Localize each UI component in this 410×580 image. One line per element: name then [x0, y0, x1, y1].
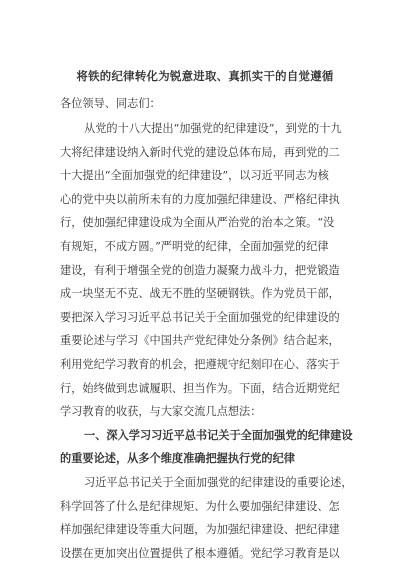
paragraph-line: 学习教育的收获，与大家交流几点想法：: [60, 405, 262, 419]
paragraph-line: 设摆在更加突出位置提供了根本遵循。党纪学习教育是以: [60, 546, 340, 560]
paragraph-line: 有规矩，不成方圆。”严明党的纪律，全面加强党的纪律: [60, 239, 329, 253]
section-heading-1: [60, 424, 353, 471]
paragraph-line: 心的党中央以前所未有的力度加强纪律建设、严格纪律执: [60, 192, 340, 206]
greeting: 各位领导、同志们：: [60, 97, 161, 110]
paragraph-line: 行，使加强纪律建设成为全面从严治党的治本之策。“没: [60, 216, 335, 230]
paragraph-line: 行，始终做到忠诚履职、担当作为。下面，结合近期党纪: [60, 381, 340, 395]
heading-line: 的重要论述，从多个维度准确把握执行党的纪律: [60, 451, 295, 466]
paragraph-line: 成一块坚无不克、战无不胜的坚硬钢铁。作为党员干部，: [60, 287, 340, 301]
paragraph-line: 利用党纪学习教育的机会，把遵规守纪刻印在心、落实于: [60, 357, 340, 371]
paragraph-line: 要把深入学习习近平总书记关于全面加强党的纪律建设的: [60, 310, 340, 324]
paragraph-line: 习近平总书记关于全面加强党的纪律建设的重要论述，: [84, 475, 353, 489]
paragraph-line: 重要论述与学习《中国共产党纪律处分条例》结合起来，: [60, 334, 340, 348]
paragraph-line: 科学回答了什么是纪律规矩、为什么要加强纪律建设、怎: [60, 499, 340, 513]
paragraph-line: 从党的十八大提出“加强党的纪律建设”，到党的十九: [84, 122, 342, 135]
paragraph-line: 十大提出“全面加强党的纪律建设”，以习近平同志为核: [60, 169, 329, 183]
paragraph-line: 样加强纪律建设等重大问题，为加强纪律建设、把纪律建: [60, 523, 340, 537]
paragraph-line: 大将纪律建设纳入新时代党的建设总体布局，再到党的二: [60, 145, 340, 159]
paragraph-section-1: [60, 471, 353, 565]
paragraph-line: 建设，有利于增强全党的创造力凝聚力战斗力，把党锻造: [60, 263, 340, 277]
document-title: 将铁的纪律转化为锐意进取、真抓实干的自觉遵循: [76, 69, 334, 83]
heading-line: 一、深入学习习近平总书记关于全面加强党的纪律建设: [84, 427, 353, 442]
paragraph-intro: [60, 117, 350, 424]
